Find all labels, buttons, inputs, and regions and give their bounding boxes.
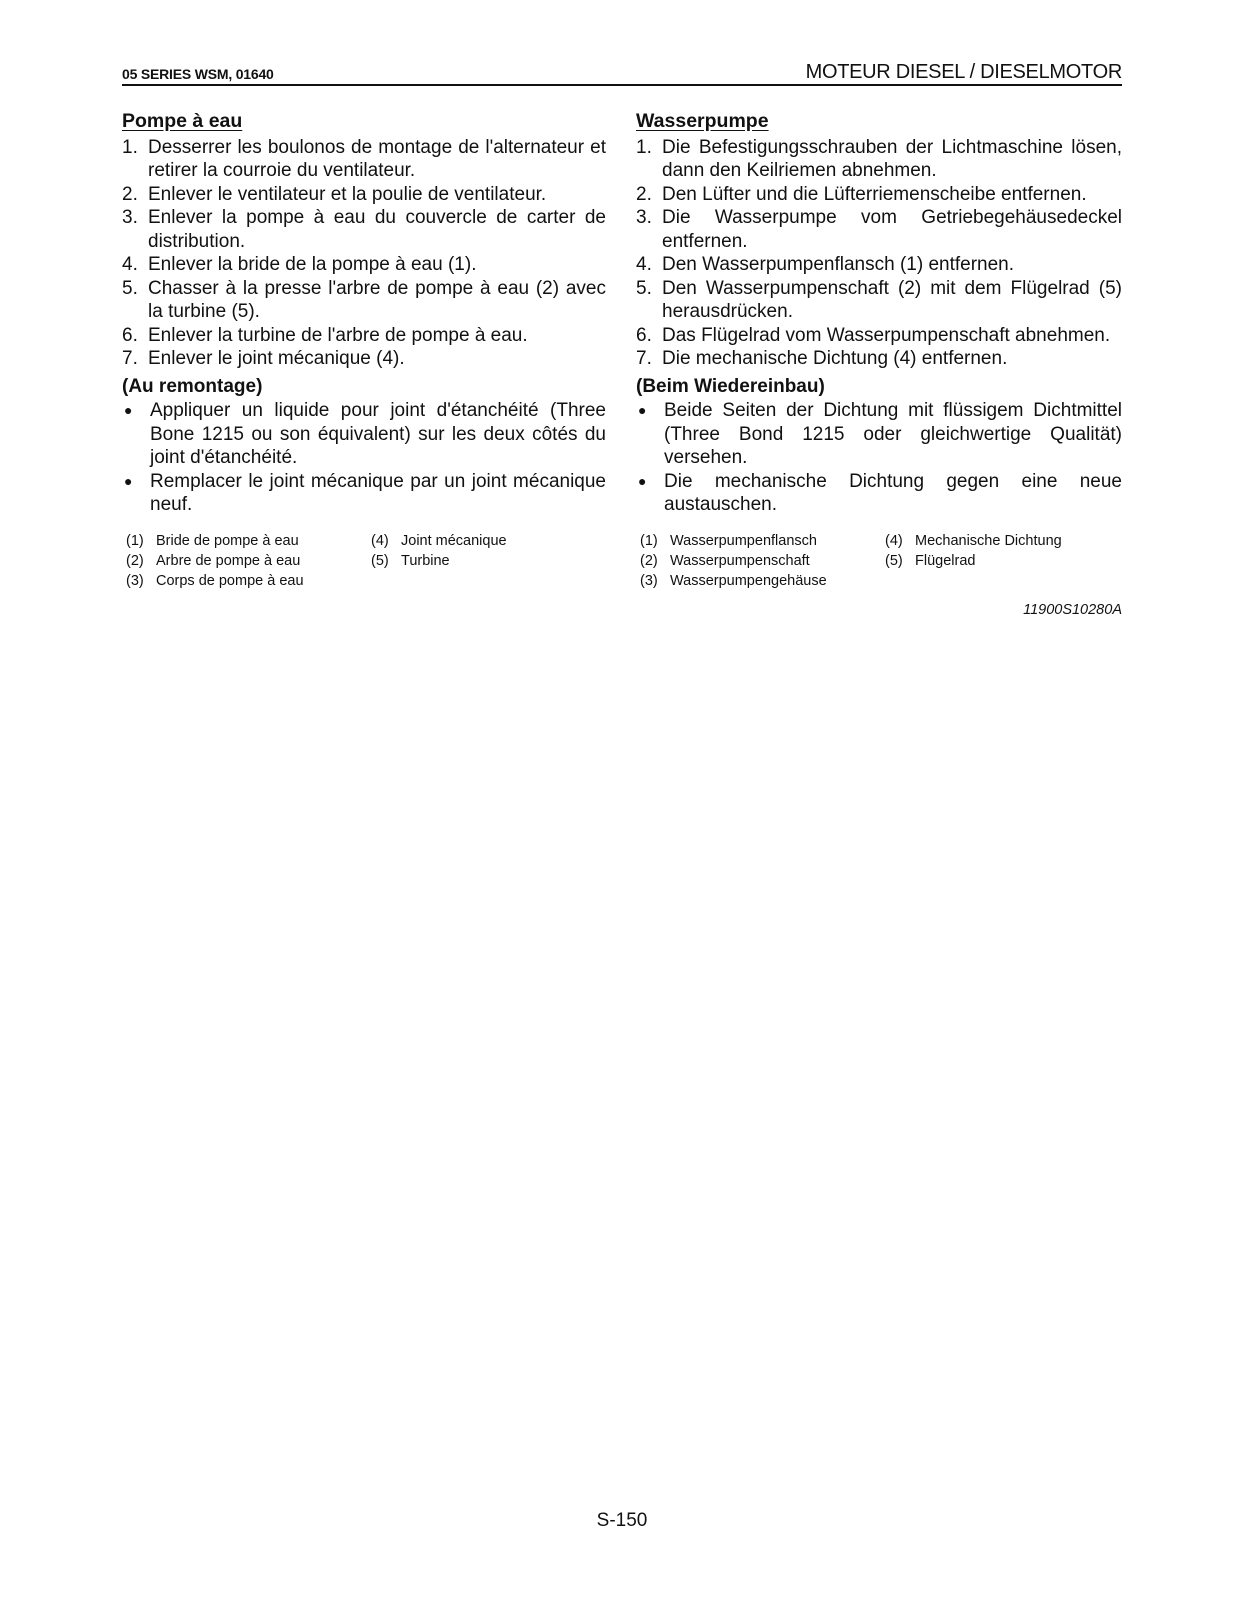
french-parts-legend [122, 531, 606, 591]
step-number: 3. [122, 207, 138, 228]
legend-label: Turbine [401, 552, 450, 569]
german-step [636, 277, 1122, 324]
german-step [636, 347, 1122, 371]
legend-item [636, 551, 881, 571]
german-step [636, 183, 1122, 207]
german-step [636, 206, 1122, 253]
step-text: Die Wasserpumpe vom Getriebegehäusedeckel entfernen. [662, 207, 1122, 252]
legend-number: (1) [640, 532, 658, 549]
step-text: Enlever le ventilateur et la poulie de ventilateur. [148, 183, 547, 205]
legend-label: Wasserpumpengehäuse [670, 572, 827, 589]
note-text: Remplacer le joint mécanique par un joint mécanique neuf. [150, 470, 606, 515]
step-number: 1. [122, 136, 138, 158]
french-step [122, 347, 606, 371]
french-step [122, 277, 606, 324]
step-number: 6. [122, 324, 138, 346]
header-rule [122, 84, 1122, 86]
page-header [122, 58, 1122, 86]
page-number: S-150 [596, 1510, 648, 1531]
legend-item [881, 531, 1122, 551]
legend-number: (4) [885, 532, 903, 549]
german-reassembly-title: (Beim Wiedereinbau) [636, 375, 825, 397]
step-number: 5. [122, 277, 138, 299]
step-number: 6. [636, 324, 652, 346]
legend-number: (5) [885, 552, 903, 569]
legend-label: Wasserpumpenschaft [670, 552, 810, 569]
legend-item [367, 531, 606, 551]
step-text: Chasser à la presse l'arbre de pompe à eau (2) avec la turbine (5). [148, 277, 606, 322]
legend-item [367, 551, 606, 571]
legend-item [122, 551, 367, 571]
legend-label: Mechanische Dichtung [915, 532, 1062, 549]
legend-label: Flügelrad [915, 552, 976, 569]
step-number: 7. [636, 348, 652, 369]
legend-number: (3) [640, 572, 658, 589]
german-step [636, 324, 1122, 348]
legend-item [636, 571, 881, 591]
french-step [122, 324, 606, 348]
step-number: 4. [636, 254, 652, 275]
german-steps [636, 136, 1122, 371]
step-number: 7. [122, 348, 138, 369]
legend-number: (2) [640, 552, 658, 569]
french-note [122, 470, 606, 517]
german-note [636, 470, 1122, 517]
legend-label: Corps de pompe à eau [156, 572, 304, 589]
step-text: Enlever la pompe à eau du couvercle de carter de distribution. [148, 207, 606, 252]
french-column [122, 110, 606, 591]
german-note [636, 399, 1122, 470]
bullet-icon: ● [124, 472, 133, 489]
step-number: 1. [636, 136, 652, 158]
manual-reference: 05 SERIES WSM, 01640 [122, 66, 274, 82]
french-reassembly-title: (Au remontage) [122, 375, 263, 397]
step-text: Das Flügelrad vom Wasserpumpenschaft abnehmen. [662, 324, 1111, 346]
french-note [122, 399, 606, 470]
bullet-icon: ● [124, 402, 133, 418]
french-step [122, 206, 606, 253]
legend-label: Wasserpumpenflansch [670, 532, 817, 549]
step-text: Enlever le joint mécanique (4). [148, 348, 405, 369]
german-column [636, 110, 1122, 622]
note-text: Appliquer un liquide pour joint d'étanchéité (Three Bone 1215 ou son équivalent) sur les deux côtés du joint d'étanchéité. [150, 400, 606, 468]
german-parts-legend [636, 531, 1122, 591]
legend-number: (2) [126, 552, 144, 569]
legend-number: (3) [126, 572, 144, 589]
french-steps [122, 136, 606, 371]
legend-label: Arbre de pompe à eau [156, 552, 301, 569]
legend-number: (4) [371, 532, 389, 549]
french-step [122, 253, 606, 277]
legend-item [636, 531, 881, 551]
french-reassembly-notes [122, 399, 606, 517]
step-text: Enlever la bride de la pompe à eau (1). [148, 254, 477, 275]
step-number: 4. [122, 254, 138, 275]
step-text: Den Wasserpumpenschaft (2) mit dem Flügelrad (5) herausdrücken. [662, 277, 1122, 322]
legend-number: (5) [371, 552, 389, 569]
note-text: Die mechanische Dichtung gegen eine neue austauschen. [664, 470, 1122, 515]
german-reassembly-notes [636, 399, 1122, 517]
german-section-title: Wasserpumpe [636, 110, 769, 132]
step-text: Die mechanische Dichtung (4) entfernen. [662, 348, 1008, 369]
step-number: 2. [636, 183, 652, 205]
french-section-title: Pompe à eau [122, 110, 243, 132]
step-text: Den Wasserpumpenflansch (1) entfernen. [662, 254, 1015, 275]
legend-item [122, 571, 367, 591]
step-text: Desserrer les boulonos de montage de l'alternateur et retirer la courroie du ventilateur. [148, 136, 606, 181]
step-text: Den Lüfter und die Lüfterriemenscheibe entfernen. [662, 183, 1087, 205]
legend-label: Joint mécanique [401, 532, 507, 549]
step-text: Die Befestigungsschrauben der Lichtmaschine lösen, dann den Keilriemen abnehmen. [662, 136, 1122, 181]
chapter-title: MOTEUR DIESEL / DIESELMOTOR [805, 61, 1122, 83]
document-code: 11900S10280A [1023, 601, 1122, 618]
legend-number: (1) [126, 532, 144, 549]
step-number: 3. [636, 207, 652, 228]
french-step [122, 136, 606, 183]
legend-item [122, 531, 367, 551]
note-text: Beide Seiten der Dichtung mit flüssigem Dichtmittel (Three Bond 1215 oder gleichwertige Qualität) versehen. [664, 400, 1122, 468]
step-text: Enlever la turbine de l'arbre de pompe à eau. [148, 324, 528, 346]
step-number: 5. [636, 277, 652, 299]
legend-label: Bride de pompe à eau [156, 532, 299, 549]
bullet-icon: ● [638, 402, 647, 418]
german-step [636, 253, 1122, 277]
legend-item [881, 551, 1122, 571]
french-step [122, 183, 606, 207]
german-step [636, 136, 1122, 183]
step-number: 2. [122, 183, 138, 205]
bullet-icon: ● [638, 472, 647, 489]
